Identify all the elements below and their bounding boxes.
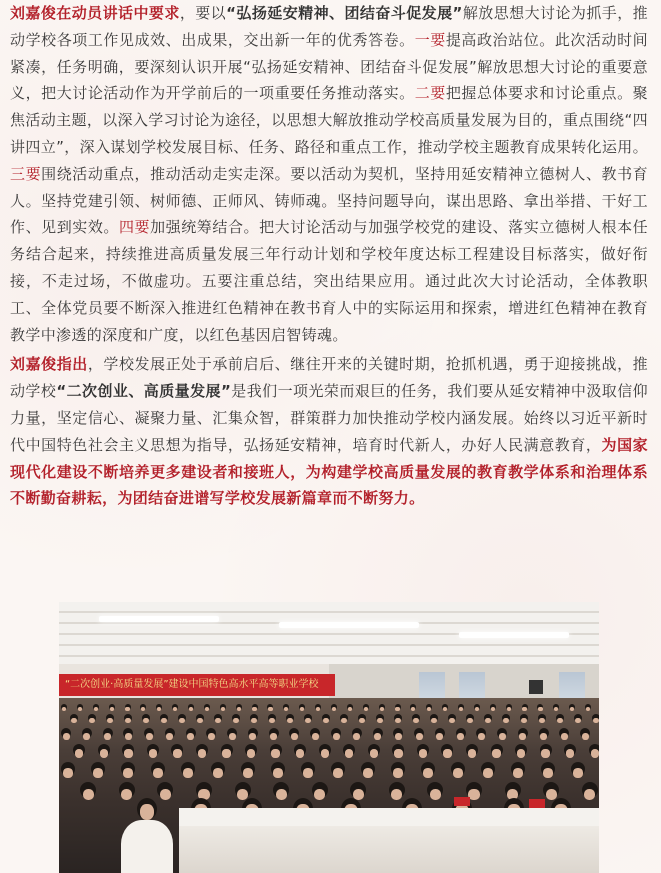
slogan-banner: “二次创业·高质量发展”建设中国特色高水平高等职业学校	[59, 674, 335, 696]
ceiling-light	[279, 622, 419, 628]
audience-face	[198, 749, 206, 757]
audience-face	[584, 789, 595, 800]
audience-face	[538, 707, 542, 711]
audience-face	[475, 707, 479, 711]
audience-face	[413, 718, 419, 724]
audience-face	[593, 718, 599, 724]
audience-face	[173, 749, 181, 757]
audience-face	[271, 749, 279, 757]
audience-face	[582, 733, 589, 740]
audience-face	[521, 718, 527, 724]
audience-face	[430, 789, 441, 800]
audience-face	[443, 749, 451, 757]
audience-face	[370, 749, 378, 757]
audience-face	[333, 733, 340, 740]
audience-face	[273, 768, 283, 778]
audience-face	[513, 768, 523, 778]
audience-face	[575, 718, 581, 724]
audience-face	[89, 718, 95, 724]
speaker-device	[529, 680, 543, 694]
audience-face	[492, 749, 500, 757]
audience-face	[419, 749, 427, 757]
point-four-marker: 四要	[118, 218, 151, 237]
audience-face	[296, 749, 304, 757]
audience-face	[449, 718, 455, 724]
audience-face	[522, 707, 526, 711]
audience-face	[215, 718, 221, 724]
audience-face	[124, 749, 132, 757]
audience-face	[213, 768, 223, 778]
text-segment: 解放思想大讨论为抓手，推动学校各项工作见成效、出成果，交出新一年的优秀答卷。	[10, 4, 648, 49]
audience-face	[157, 707, 161, 711]
audience-face	[485, 718, 491, 724]
paragraph-mobilization-speech	[10, 0, 648, 348]
audience-face	[499, 733, 506, 740]
audience-face	[75, 749, 83, 757]
audience-face	[316, 707, 320, 711]
audience-face	[270, 733, 277, 740]
audience-face	[125, 707, 129, 711]
meeting-photo	[59, 602, 599, 873]
front-row-face	[140, 804, 154, 820]
audience-face	[161, 718, 167, 724]
audience-face	[141, 707, 145, 711]
ceiling-light	[459, 632, 569, 638]
audience-face	[143, 718, 149, 724]
audience-face	[468, 749, 476, 757]
front-row-person	[121, 820, 173, 873]
paragraph-key-period	[10, 351, 648, 512]
audience-face	[573, 768, 583, 778]
audience-face	[557, 718, 563, 724]
audience-face	[395, 707, 399, 711]
audience-face	[364, 707, 368, 711]
audience-face	[380, 707, 384, 711]
audience-face	[321, 749, 329, 757]
audience-face	[243, 768, 253, 778]
audience-face	[507, 707, 511, 711]
audience-face	[395, 718, 401, 724]
audience-face	[457, 733, 464, 740]
audience-face	[333, 768, 343, 778]
point-three-marker: 三要	[10, 164, 42, 183]
audience-face	[125, 718, 131, 724]
audience-face	[305, 718, 311, 724]
audience-face	[221, 707, 225, 711]
audience-face	[423, 768, 433, 778]
audience-face	[586, 707, 590, 711]
audience-face	[63, 768, 73, 778]
audience-face	[393, 768, 403, 778]
name-card	[454, 797, 470, 806]
audience-face	[100, 749, 108, 757]
audience-face	[287, 718, 293, 724]
audience-face	[353, 733, 360, 740]
audience-face	[249, 733, 256, 740]
audience-face	[125, 733, 132, 740]
audience-face	[160, 789, 171, 800]
point-two-marker: 二要	[414, 84, 446, 103]
audience-face	[107, 718, 113, 724]
audience-face	[323, 718, 329, 724]
audience-face	[377, 718, 383, 724]
audience-face	[291, 733, 298, 740]
audience-face	[345, 749, 353, 757]
audience-face	[269, 718, 275, 724]
audience-face	[519, 733, 526, 740]
point-one-marker: 一要	[414, 30, 446, 49]
audience-face	[395, 733, 402, 740]
text-segment: 把握总体要求和讨论重点。聚焦活动主题，以深入学习讨论为途径，以思想大解放推动学校高质量发展为目的，重点围绕“四讲四立”，深入谋划学校发展目标、任务、路径和重点工作，推动学校主题教育成果转化运用。	[10, 84, 648, 156]
audience-face	[146, 733, 153, 740]
audience-face	[63, 733, 70, 740]
audience-face	[208, 733, 215, 740]
audience-face	[303, 768, 313, 778]
audience-face	[483, 768, 493, 778]
audience-face	[374, 733, 381, 740]
audience-face	[252, 707, 256, 711]
audience-face	[71, 718, 77, 724]
audience-face	[554, 707, 558, 711]
audience-face	[110, 707, 114, 711]
audience-face	[173, 707, 177, 711]
audience-face	[229, 733, 236, 740]
audience-face	[149, 749, 157, 757]
audience-face	[83, 789, 94, 800]
emphasis-sentence: 为国家现代化建设不断培养更多建设者和接班人，为构建学校高质量发展的教育教学体系和治理体系不断勤奋耕耘，为团结奋进谱写学校发展新篇章而不断努力。	[10, 435, 648, 508]
audience-face	[517, 749, 525, 757]
theme-quote: “二次创业、高质量发展”	[56, 382, 232, 401]
audience-face	[453, 768, 463, 778]
audience-face	[541, 749, 549, 757]
text-segment: 是我们一项光荣而艰巨的任务，我们要从延安精神中汲取信仰力量，坚定信心、凝聚力量、汇集众智，群策群力加快推动学校内涵发展。始终以习近平新时代中国特色社会主义思想为指导，弘扬延安精神，培育时代新人，办好人民满意教育，	[10, 382, 648, 454]
audience-face	[300, 707, 304, 711]
audience-face	[237, 707, 241, 711]
audience-face	[427, 707, 431, 711]
article-body	[10, 0, 648, 512]
text-segment: 加强统筹结合。把大讨论活动与加强学校党的建设、落实立德树人根本任务结合起来，持续推进高质量发展三年行动计划和学校年度达标工程建设目标落实，做好衔接，不走过场，不做虚功。五要注重总结，突出结果应用。通过此次大讨论活动，全体教职工、全体党员要不断深入推进红色精神在教书育人中的实际运用和探索，增进红色精神在教育教学中渗透的深度和广度，以红色基因启智铸魂。	[10, 218, 649, 344]
text-segment: 围绕活动重点，推动活动走实走深。要以活动为契机，坚持用延安精神立德树人、教书育人。坚持党建引领、树师德、正师风、铸师魂。坚持问题导向，谋出思路、拿出举措、干好工作、见到实效。	[10, 164, 649, 237]
audience-face	[222, 749, 230, 757]
audience-face	[153, 768, 163, 778]
text-segment: 提高政治站位。此次活动时间紧凑，任务明确，要深刻认识开展“弘扬延安精神、团结奋斗促发展”解放思想大讨论的重要意义，把大讨论活动作为开学前后的一项重要任务推动落实。	[10, 30, 648, 103]
audience-face	[467, 718, 473, 724]
audience-face	[166, 733, 173, 740]
audience-face	[314, 789, 325, 800]
audience-face	[503, 718, 509, 724]
name-card	[529, 799, 545, 808]
audience-face	[540, 733, 547, 740]
audience-face	[205, 707, 209, 711]
audience-face	[233, 718, 239, 724]
audience-face	[104, 733, 111, 740]
audience-face	[391, 789, 402, 800]
audience-face	[416, 733, 423, 740]
audience-face	[187, 733, 194, 740]
audience-face	[62, 707, 66, 711]
ceiling-light	[99, 616, 219, 622]
audience-face	[359, 718, 365, 724]
audience-face	[348, 707, 352, 711]
audience-face	[251, 718, 257, 724]
audience-face	[183, 768, 193, 778]
front-desk	[179, 808, 599, 826]
audience-face	[247, 749, 255, 757]
audience-face	[78, 707, 82, 711]
audience-face	[468, 789, 479, 800]
audience-face	[394, 749, 402, 757]
audience-face	[543, 768, 553, 778]
audience-face	[436, 733, 443, 740]
audience-face	[268, 707, 272, 711]
audience-face	[276, 789, 287, 800]
audience-face	[341, 718, 347, 724]
audience-face	[591, 749, 599, 757]
audience-face	[94, 707, 98, 711]
text-segment: ，要以	[179, 4, 227, 22]
text-segment: ，学校发展正处于承前启后、继往开来的关键时期，抢抓机遇，勇于迎接挑战，推动学校	[10, 355, 648, 401]
audience-face	[179, 718, 185, 724]
audience-face	[411, 707, 415, 711]
audience-face	[312, 733, 319, 740]
audience-face	[189, 707, 193, 711]
speaker-lead: 刘嘉俊在动员讲话中要求	[10, 4, 180, 22]
audience-face	[570, 707, 574, 711]
audience-face	[123, 768, 133, 778]
audience-face	[459, 707, 463, 711]
audience-face	[93, 768, 103, 778]
audience-face	[539, 718, 545, 724]
audience-face	[121, 789, 132, 800]
front-desk-panel	[179, 826, 599, 873]
audience-face	[332, 707, 336, 711]
audience-face	[491, 707, 495, 711]
audience-face	[197, 718, 203, 724]
theme-quote: “弘扬延安精神、团结奋斗促发展”	[226, 4, 463, 22]
audience-face	[566, 749, 574, 757]
audience-face	[478, 733, 485, 740]
speaker-lead: 刘嘉俊指出	[10, 355, 88, 374]
audience-face	[561, 733, 568, 740]
audience-face	[284, 707, 288, 711]
audience-face	[431, 718, 437, 724]
audience-face	[363, 768, 373, 778]
audience-face	[83, 733, 90, 740]
audience-face	[443, 707, 447, 711]
